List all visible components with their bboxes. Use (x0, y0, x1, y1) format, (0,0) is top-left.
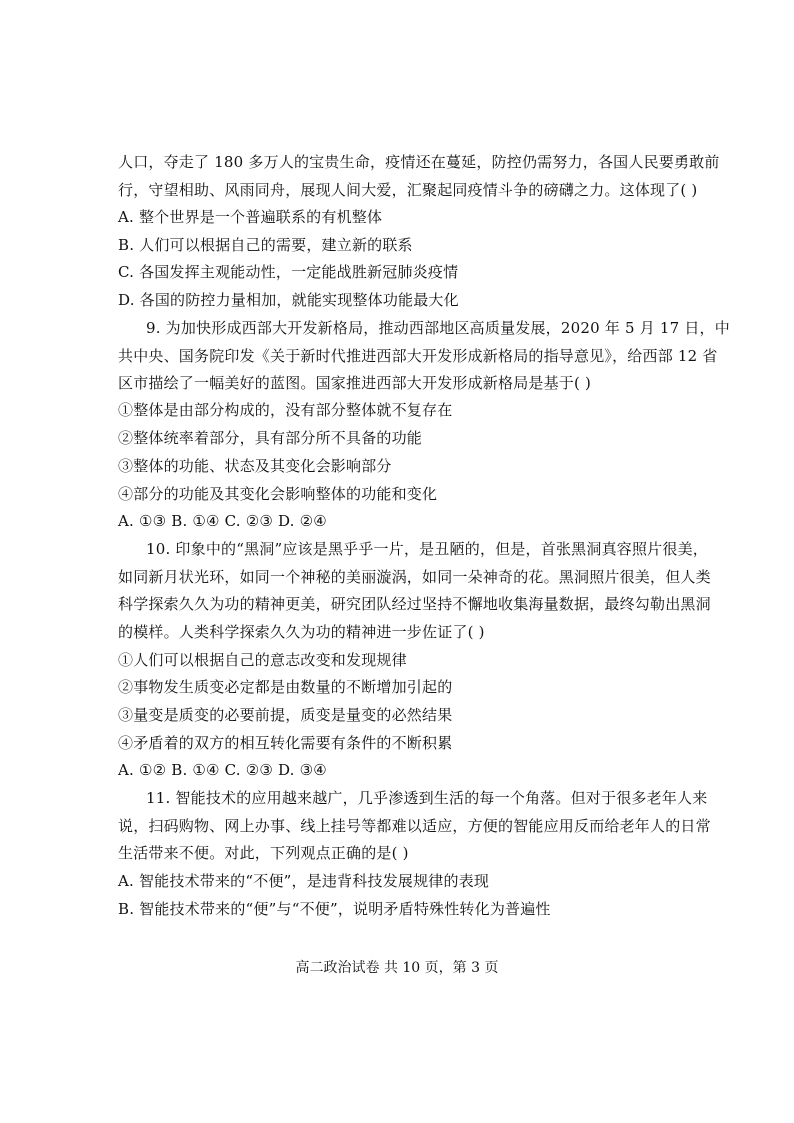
q10-stem-line-2: 如同新月状光环，如同一个神秘的美丽漩涡，如同一朵神奇的花。黑洞照片很美，但人类 (118, 568, 711, 586)
q10-stem-line-1: 10. 印象中的“黑洞”应该是黑乎乎一片，是丑陋的，但是，首张黑洞真容照片很美， (146, 540, 708, 558)
q8-option-b: B. 人们可以根据自己的需要，建立新的联系 (118, 236, 413, 254)
q11-stem-line-3: 生活带来不便。对此，下列观点正确的是( ) (118, 844, 409, 862)
q10-item-1: ①人们可以根据自己的意志改变和发现规律 (118, 651, 407, 669)
q9-options: A. ①③ B. ①④ C. ②③ D. ②④ (118, 512, 327, 530)
q11-stem-line-1: 11. 智能技术的应用越来越广，几乎渗透到生活的每一个角落。但对于很多老年人来 (146, 789, 708, 807)
q9-item-1: ①整体是由部分构成的，没有部分整体就不复存在 (118, 401, 453, 419)
q8-option-d: D. 各国的防控力量相加，就能实现整体功能最大化 (118, 291, 459, 309)
q11-option-a: A. 智能技术带来的“不便”，是违背科技发展规律的表现 (118, 872, 490, 890)
q10-stem-line-3: 科学探索久久为功的精神更美，研究团队经过坚持不懈地收集海量数据，最终勾勒出黑洞 (118, 595, 711, 613)
q10-options: A. ①② B. ①④ C. ②③ D. ③④ (118, 761, 327, 779)
q9-stem-line-1: 9. 为加快形成西部大开发新格局，推动西部地区高质量发展，2020 年 5 月 17 日，中 (146, 319, 730, 337)
q9-stem-line-3: 区市描绘了一幅美好的蓝图。国家推进西部大开发形成新格局是基于( ) (118, 374, 592, 392)
q10-item-2: ②事物发生质变必定都是由数量的不断增加引起的 (118, 678, 453, 696)
q9-item-2: ②整体统率着部分，具有部分所不具备的功能 (118, 429, 423, 447)
q9-stem-line-2: 共中央、国务院印发《关于新时代推进西部大开发形成新格局的指导意见》，给西部 12 省 (118, 347, 718, 365)
q11-option-b: B. 智能技术带来的“便”与“不便”，说明矛盾特殊性转化为普遍性 (118, 900, 551, 918)
q10-item-4: ④矛盾着的双方的相互转化需要有条件的不断积累 (118, 734, 453, 752)
q9-item-4: ④部分的功能及其变化会影响整体的功能和变化 (118, 485, 438, 503)
q9-item-3: ③整体的功能、状态及其变化会影响部分 (118, 457, 392, 475)
q10-item-3: ③量变是质变的必要前提，质变是量变的必然结果 (118, 706, 453, 724)
q8-stem-line-2: 行，守望相助、风雨同舟，展现人间大爱，汇聚起同疫情斗争的磅礴之力。这体现了( ) (118, 181, 698, 199)
page-footer: 高二政治试卷 共 10 页，第 3 页 (295, 960, 499, 976)
q11-stem-line-2: 说，扫码购物、网上办事、线上挂号等都难以适应，方便的智能应用反而给老年人的日常 (118, 817, 711, 835)
q8-stem-line-1: 人口，夺走了 180 多万人的宝贵生命，疫情还在蔓延，防控仍需努力，各国人民要勇敢前 (118, 153, 720, 171)
q8-option-a: A. 整个世界是一个普遍联系的有机整体 (118, 208, 383, 226)
q10-stem-line-4: 的模样。人类科学探索久久为功的精神进一步佐证了( ) (118, 623, 485, 641)
q8-option-c: C. 各国发挥主观能动性，一定能战胜新冠肺炎疫情 (118, 263, 459, 281)
